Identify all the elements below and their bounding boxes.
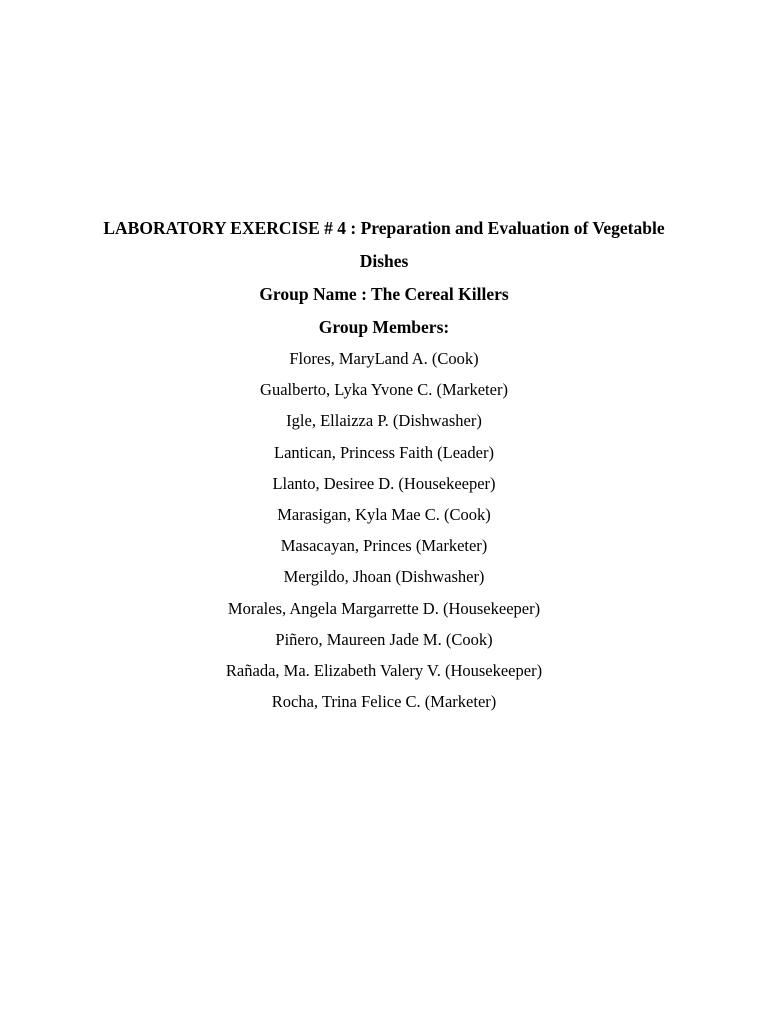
group-name: Group Name : The Cereal Killers: [259, 284, 509, 304]
member-item: Rañada, Ma. Elizabeth Valery V. (Housekeeper): [225, 661, 543, 681]
members-list: [84, 343, 684, 717]
document-title: LABORATORY EXERCISE # 4 : Preparation and Evaluation of Vegetable Dishes: [103, 218, 665, 271]
member-item: Piñero, Maureen Jade M. (Cook): [275, 629, 493, 649]
member-item: Igle, Ellaizza P. (Dishwasher): [286, 411, 482, 431]
member-item: Rocha, Trina Felice C. (Marketer): [271, 692, 497, 712]
member-item: Marasigan, Kyla Mae C. (Cook): [277, 505, 491, 525]
members-heading: Group Members:: [318, 317, 450, 337]
member-item: Mergildo, Jhoan (Dishwasher): [283, 567, 485, 587]
member-item: Lantican, Princess Faith (Leader): [274, 442, 494, 462]
member-item: Llanto, Desiree D. (Housekeeper): [272, 473, 496, 493]
member-item: Flores, MaryLand A. (Cook): [289, 349, 479, 368]
member-item: Masacayan, Princes (Marketer): [280, 536, 488, 556]
member-item: Morales, Angela Margarrette D. (Housekeeper): [227, 598, 541, 618]
member-item: Gualberto, Lyka Yvone C. (Marketer): [260, 380, 508, 400]
cover-content: [84, 212, 684, 717]
